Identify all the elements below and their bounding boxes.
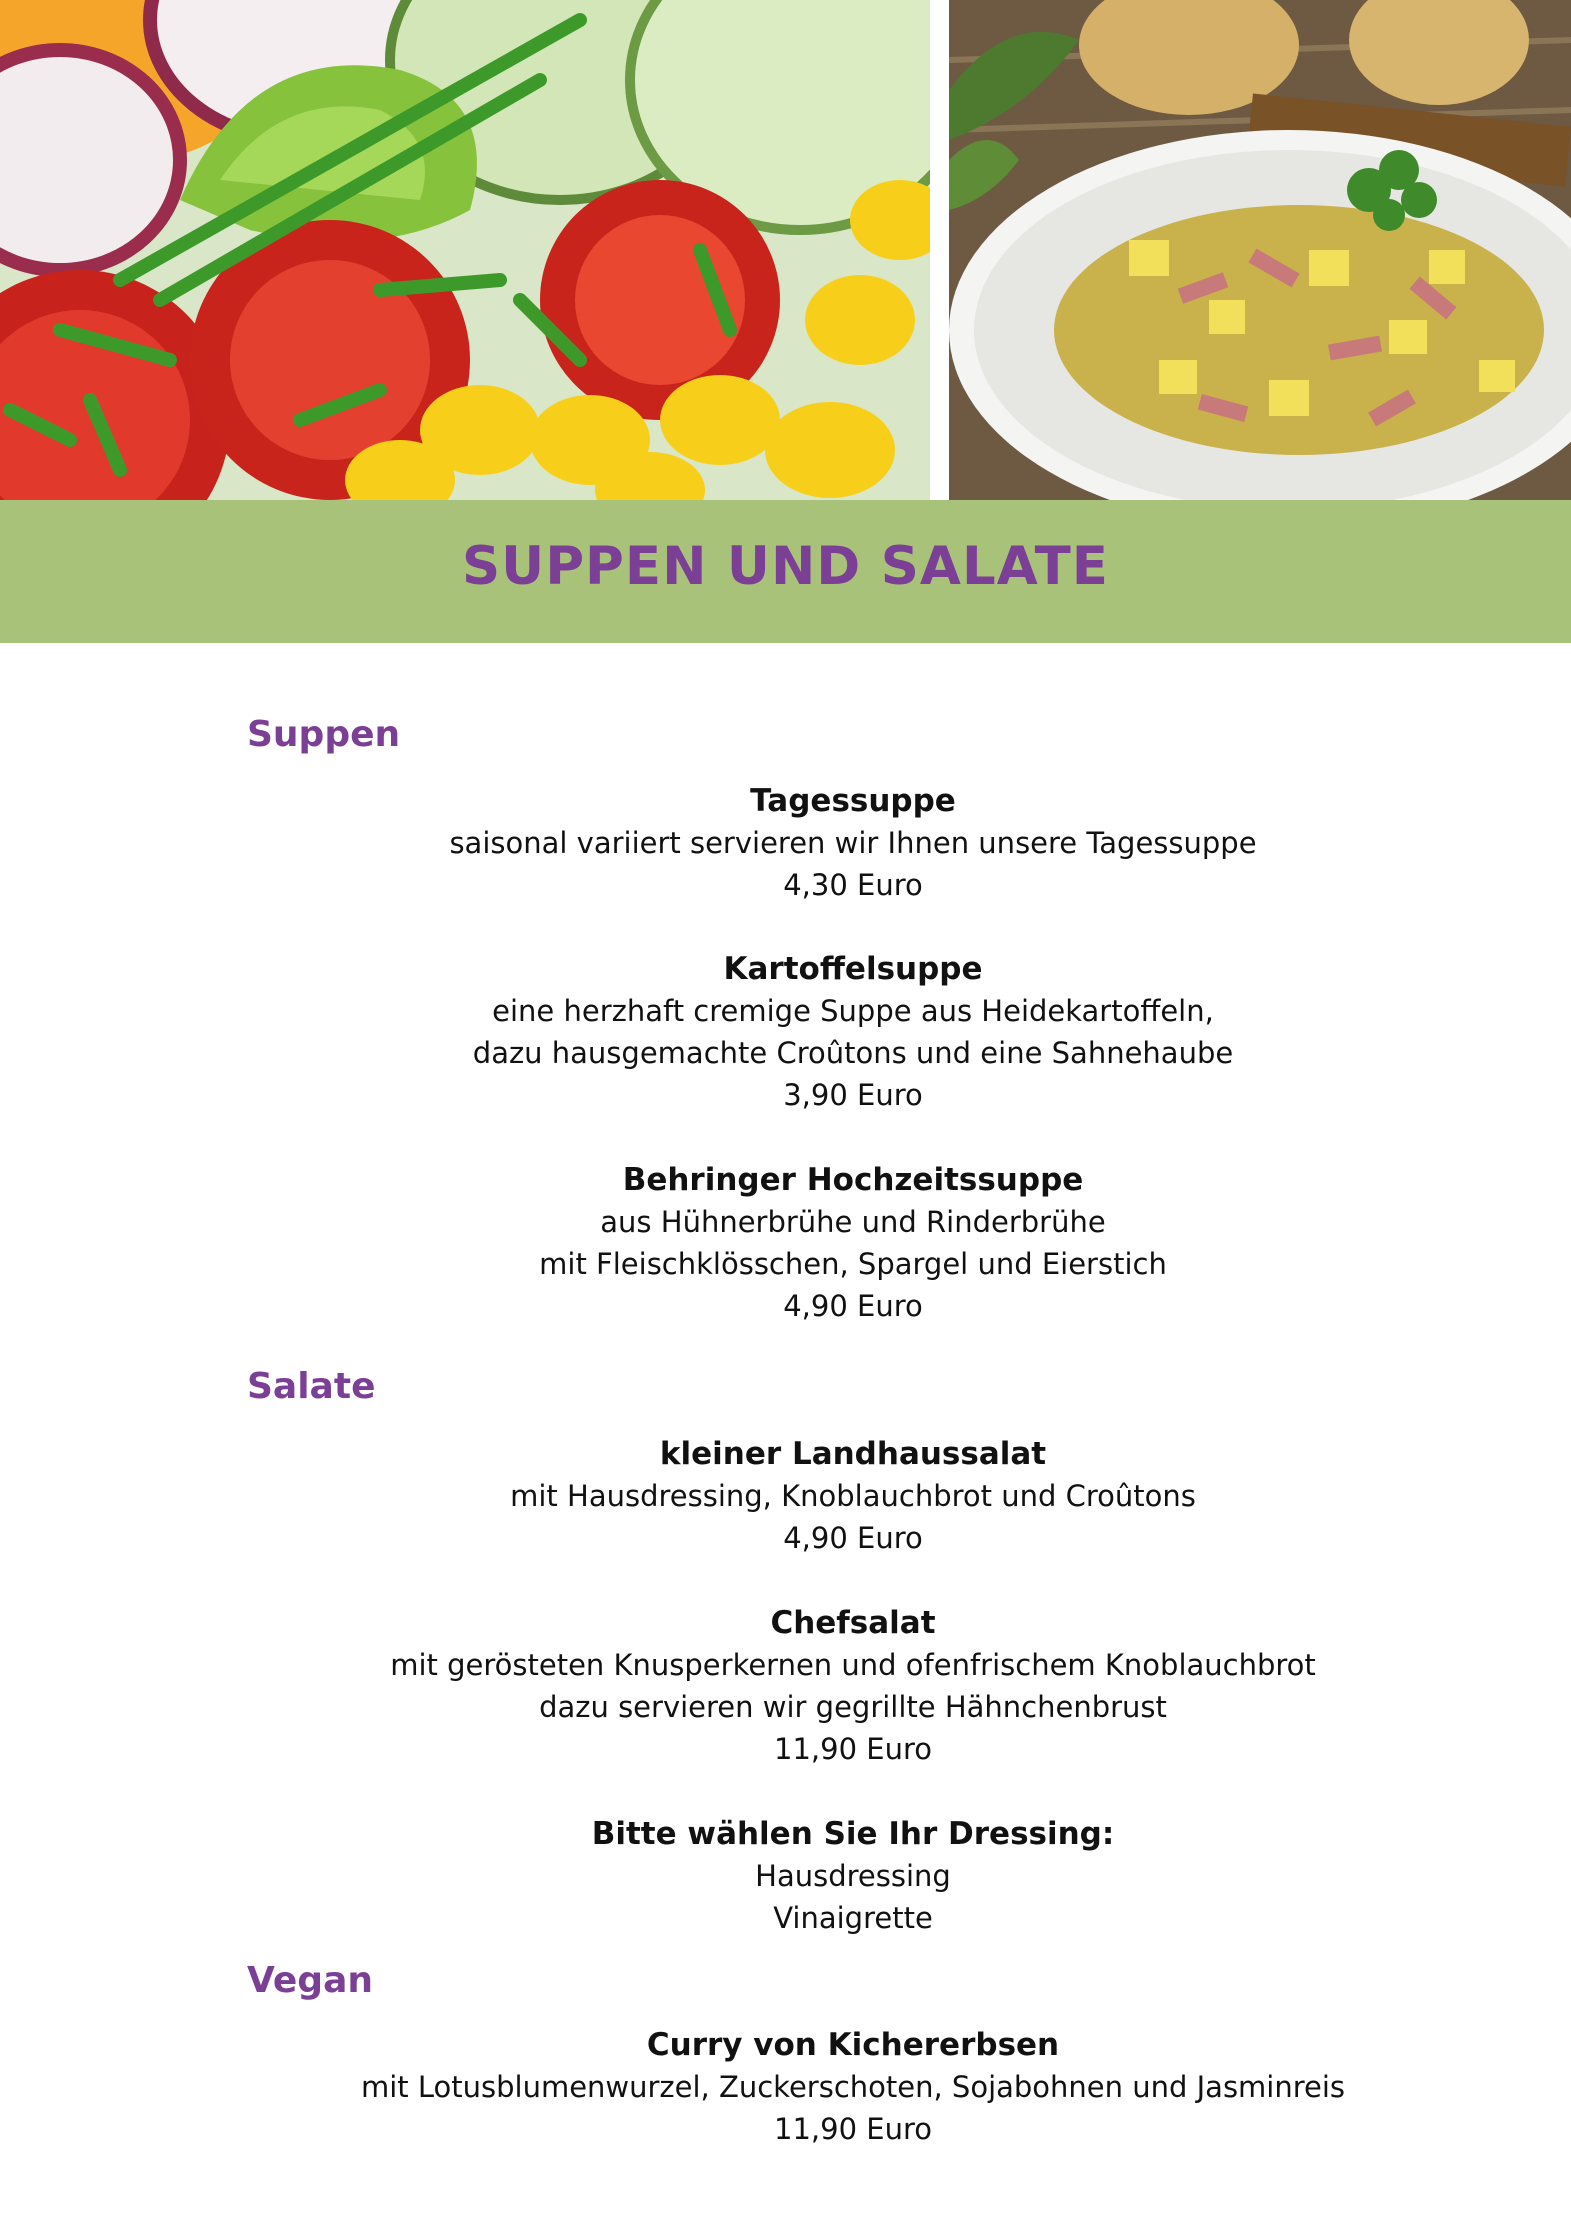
item-description: mit Hausdressing, Knoblauchbrot und Croûtons: [510, 1479, 1196, 1513]
item-description: saisonal variiert servieren wir Ihnen unsere Tagessuppe: [449, 826, 1257, 860]
item-price: 4,30 Euro: [783, 868, 923, 902]
item-description: dazu servieren wir gegrillte Hähnchenbrust: [539, 1690, 1167, 1724]
item-description: mit Lotusblumenwurzel, Zuckerschoten, Sojabohnen und Jasminreis: [360, 2070, 1346, 2104]
soup-photo: [949, 0, 1571, 500]
item-price: 4,90 Euro: [783, 1289, 923, 1323]
menu-item: [300, 948, 1406, 1116]
item-name: Curry von Kichererbsen: [646, 2027, 1060, 2063]
section-title-suppen: Suppen: [247, 714, 401, 755]
item-description: dazu hausgemachte Croûtons und eine Sahnehaube: [472, 1036, 1234, 1070]
section-title-vegan: Vegan: [247, 1960, 373, 2001]
item-name: Bitte wählen Sie Ihr Dressing:: [591, 1816, 1115, 1852]
item-name: Kartoffelsuppe: [723, 951, 983, 987]
dressing-choice: [300, 1813, 1406, 1939]
item-price: 11,90 Euro: [774, 1732, 932, 1766]
item-description: eine herzhaft cremige Suppe aus Heidekartoffeln,: [492, 994, 1214, 1028]
menu-item: [300, 780, 1406, 906]
title-banner: [0, 500, 1571, 643]
menu-item: [300, 1602, 1406, 1770]
menu-item: [300, 1433, 1406, 1559]
item-name: Tagessuppe: [750, 783, 956, 819]
item-price: 3,90 Euro: [783, 1078, 923, 1112]
item-price: 11,90 Euro: [774, 2112, 932, 2146]
item-description: aus Hühnerbrühe und Rinderbrühe: [600, 1205, 1106, 1239]
menu-item: [300, 2024, 1406, 2150]
item-description: mit gerösteten Knusperkernen und ofenfrischem Knoblauchbrot: [390, 1648, 1316, 1682]
item-name: Chefsalat: [770, 1605, 936, 1641]
page-title: SUPPEN UND SALATE: [462, 536, 1109, 597]
item-name: kleiner Landhaussalat: [659, 1436, 1047, 1472]
item-price: 4,90 Euro: [783, 1521, 923, 1555]
item-name: Behringer Hochzeitssuppe: [622, 1162, 1084, 1198]
item-description: mit Fleischklösschen, Spargel und Eierstich: [539, 1247, 1167, 1281]
section-title-salate: Salate: [247, 1366, 376, 1407]
dressing-option: Vinaigrette: [773, 1901, 933, 1935]
salad-photo: [0, 0, 930, 500]
menu-item: [300, 1159, 1406, 1327]
dressing-option: Hausdressing: [755, 1859, 951, 1893]
